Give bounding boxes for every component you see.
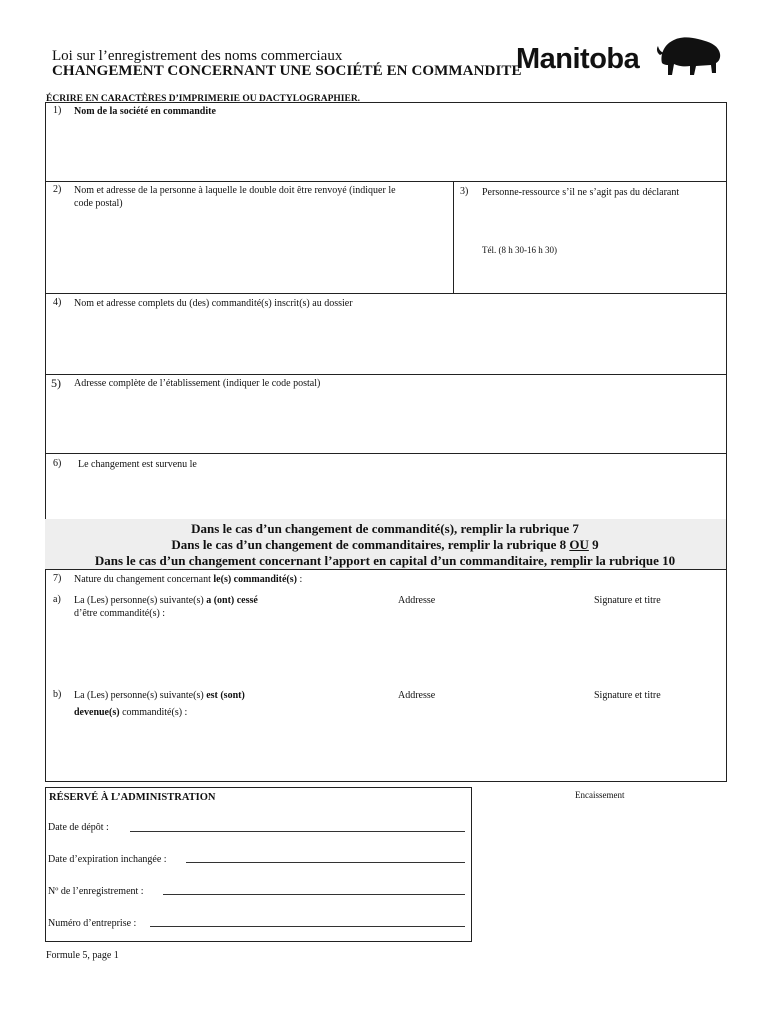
encaissement-label: Encaissement — [575, 790, 625, 800]
return-copy-address-field[interactable] — [50, 212, 448, 290]
section-7b-signature-header: Signature et titre — [594, 690, 661, 701]
section-7b-label-cont-post: commandité(s) : — [119, 707, 188, 718]
business-number-line[interactable] — [150, 926, 465, 927]
registration-number-label: Nº de l’enregistrement : — [48, 886, 144, 897]
section-7b-label-cont — [74, 706, 187, 719]
divider — [453, 181, 454, 293]
section-7a-signature-header: Signature et titre — [594, 595, 661, 606]
section-7-label-post: : — [296, 574, 303, 585]
divider — [45, 181, 727, 182]
expiry-date-label: Date d’expiration inchangée : — [48, 854, 167, 865]
filing-date-line[interactable] — [130, 831, 465, 832]
partnership-name-field[interactable] — [50, 120, 720, 178]
section-1-number: 1) — [53, 105, 62, 116]
band-line-2 — [0, 537, 770, 553]
general-partners-field[interactable] — [50, 312, 720, 371]
section-4-label: Nom et adresse complets du (des) commandité(s) inscrit(s) au dossier — [74, 298, 353, 309]
section-3-label: Personne-ressource s’il ne s’agit pas du déclarant — [482, 187, 680, 198]
section-1-label: Nom de la société en commandite — [74, 106, 216, 117]
divider — [45, 569, 727, 570]
establishment-address-field[interactable] — [50, 392, 720, 450]
divider — [45, 293, 727, 294]
change-date-field[interactable] — [220, 456, 720, 514]
section-2-label-cont: code postal) — [74, 198, 123, 209]
page-footer: Formule 5, page 1 — [46, 950, 119, 961]
divider — [45, 374, 727, 375]
band-line-1: Dans le cas d’un changement de commandité(s), remplir la rubrique 7 — [191, 521, 579, 536]
divider — [45, 453, 727, 454]
section-6-label: Le changement est survenu le — [78, 459, 197, 470]
section-6-number: 6) — [53, 458, 62, 469]
section-4-number: 4) — [53, 297, 62, 308]
section-7a-label-pre: La (Les) personne(s) suivante(s) — [74, 595, 207, 606]
section-2-label: Nom et adresse de la personne à laquelle le double doit être renvoyé (indiquer le — [74, 185, 396, 196]
form-title: CHANGEMENT CONCERNANT UNE SOCIÉTÉ EN COMMANDITE — [52, 63, 522, 79]
section-5-label: Adresse complète de l’établissement (indiquer le code postal) — [74, 378, 321, 389]
section-7a-label — [74, 594, 258, 607]
contact-person-field[interactable] — [458, 200, 722, 240]
instructions: ÉCRIRE EN CARACTÈRES D’IMPRIMERIE OU DACTYLOGRAPHIER. — [46, 94, 361, 104]
registration-number-line[interactable] — [163, 894, 465, 895]
band-or-text: OU — [569, 537, 589, 552]
section-7b-address-header: Addresse — [398, 690, 436, 701]
section-7a-letter: a) — [53, 594, 61, 605]
logo-text: Manitoba — [516, 43, 640, 75]
section-7b-letter: b) — [53, 689, 62, 700]
band-line-2-text: Dans le cas d’un changement de commanditaires, remplir la rubrique 8 — [171, 537, 570, 552]
bison-icon — [656, 33, 724, 79]
section-7-number: 7) — [53, 573, 62, 584]
band-line-2-end: 9 — [588, 537, 599, 552]
section-7b-label-pre: La (Les) personne(s) suivante(s) — [74, 690, 207, 701]
section-2-number: 2) — [53, 184, 62, 195]
phone-field[interactable] — [580, 242, 720, 258]
section-3-number: 3) — [460, 186, 469, 197]
expiry-date-line[interactable] — [186, 862, 465, 863]
section-7a-address-header: Addresse — [398, 595, 436, 606]
act-title: Loi sur l’enregistrement des noms commerciaux — [52, 48, 343, 64]
filing-date-label: Date de dépôt : — [48, 822, 109, 833]
admin-title: RÉSERVÉ À L’ADMINISTRATION — [49, 792, 216, 803]
section-7a-label-cont: d’être commandité(s) : — [74, 608, 166, 619]
section-5-number: 5) — [51, 376, 61, 390]
section-7-label — [74, 573, 302, 586]
section-7b-label — [74, 689, 245, 702]
section-7-label-pre: Nature du changement concernant — [74, 574, 214, 585]
section-7a-label-bold: a (ont) cessé — [206, 595, 258, 606]
new-partners-field[interactable] — [74, 722, 720, 778]
phone-label: Tél. (8 h 30-16 h 30) — [482, 245, 557, 255]
manitoba-logo — [514, 33, 724, 83]
ceased-partners-field[interactable] — [74, 624, 720, 686]
section-7-label-bold: le(s) commandité(s) — [213, 574, 297, 585]
band-line-3: Dans le cas d’un changement concernant l’apport en capital d’un commanditaire, remplir la rubrique 10 — [94, 553, 676, 568]
business-number-label: Numéro d’entreprise : — [48, 918, 137, 929]
section-7b-label-bold: est (sont) — [206, 690, 245, 701]
section-7b-label-cont-bold: devenue(s) — [74, 707, 120, 718]
